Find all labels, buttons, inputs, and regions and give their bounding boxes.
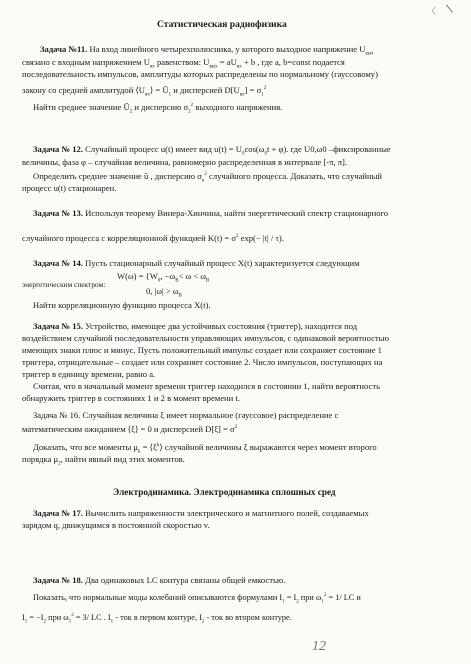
- problem-18-line-1: Задача № 18. Два одинаковых LC контура связаны общей емкостью.: [33, 575, 286, 585]
- problem-15-line-5: триггер в единицу времени, равно a.: [22, 369, 156, 379]
- problem-17-label: Задача № 17.: [33, 508, 83, 518]
- problem-16-label: Задача № 16.: [33, 410, 81, 420]
- problem-11-line-5: Найти среднее значение $Ū_2$ и дисперсию $\sigma_2^2$ выходного напряжения.: [33, 101, 283, 115]
- problem-18-line-3: $I_1 = -I_2$ при $\omega_1^2 = 3/$ LC . $I_1$ - ток в первом контуре, $I_2$ - ток во втором контуре.: [22, 612, 292, 625]
- problem-15-line-2: воздействием случайной последовательности управляющих импульсов, с одинаковой вероятностью: [22, 333, 390, 343]
- problem-11-line-4: закону со средней амплитудой $⟨U_{вх}⟩$ = $Ū_1$ и дисперсией $D[U_{вх}] = \sigma_1^2$: [22, 84, 267, 98]
- problem-15-label: Задача № 15.: [33, 321, 83, 331]
- problem-18-line-2: Показать, что нормальные моды колебаний описываются формулами $I_1 = I_2$ при $\omega_1^2 = 1/$ LC и: [33, 592, 361, 605]
- problem-14-spectrum-line-2: 0, $|\omega| > \omega_B$: [146, 286, 182, 299]
- problem-16-line-2: математическим ожиданием ⟨ξ⟩ = 0 и дисперсией $D[\xi] = \sigma^2$: [22, 423, 238, 434]
- problem-17-line-1: Задача № 17. Вычислить напряженности электрического и магнитного полей, создаваемых: [33, 508, 369, 518]
- problem-16-line-3: Доказать, что все моменты $\mu_k$ = $⟨\xi^k⟩$ случайной величины ξ выражаются через момент второго: [33, 441, 377, 455]
- problem-13-line-1: Задача № 13. Используя теорему Винера-Хинчина, найти энергетический спектр стационарного: [33, 208, 389, 218]
- problem-13-line-2: случайного процесса с корреляционной функцией $K(t) = \sigma^2$ exp(− |t| / τ).: [22, 232, 284, 243]
- problem-11-line-3: последовательность импульсов, амплитуды которых распределены по нормальному (гауссовому): [22, 69, 378, 79]
- problem-15-line-3: имеющих знаки плюс и минус. Пусть положительный импульс создает или сохраняет состояние 1: [22, 345, 382, 355]
- problem-12-line-1: Задача № 12. Случайный процесс u(t) имеет вид $u(t) = U_0\cos(\omega_0t + \varphi)$. где U0,ω0 –фиксированные: [33, 144, 391, 157]
- problem-16-line-4: порядка $\mu_2$, найти явный вид этих моментов.: [22, 454, 185, 467]
- problem-14-line-2: энергетическим спектром:: [22, 280, 106, 289]
- problem-11-line-1: Задача №11. На вход линейного четырехполюсника, у которого выходное напряжение $U_{вых}$: [40, 44, 374, 57]
- problem-15-line-7: обнаружить триггер в состояниях 1 и 2 в момент времени t.: [22, 393, 240, 403]
- corner-mark: \: [445, 1, 455, 18]
- problem-14-spectrum-line-1: $W(\omega) = \{W_0$, $-\omega_B< \omega < \omega_B$: [117, 271, 210, 284]
- problem-17-line-2: зарядом q, движущимся в постоянной скоростью v.: [22, 520, 210, 530]
- problem-13-label: Задача № 13.: [33, 208, 83, 218]
- problem-15-line-6: Считая, что в начальный момент времени триггер находился в состоянии 1, найти вероятность: [33, 381, 381, 391]
- problem-14-line-3: Найти корреляционную функцию процесса X(t).: [33, 300, 211, 310]
- problem-12-line-4: процесс u(t) стационарен.: [22, 183, 117, 193]
- problem-16-line-1: Задача № 16. Случайная величина ξ имеет нормальное (гауссовое) распределение с: [33, 410, 339, 420]
- problem-15-line-4: триггера, отрицательные – создает или сохраняет состояние 2. Число импульсов, поступающих на: [22, 357, 383, 367]
- page-title: Статистическая радиофизика: [157, 19, 287, 30]
- problem-18-label: Задача № 18.: [33, 575, 83, 585]
- corner-mark-2: 〈: [427, 6, 437, 16]
- page-number: 12: [312, 639, 326, 654]
- problem-15-line-1: Задача № 15. Устройство, имеющее два устойчивых состояния (триггер), находится под: [33, 321, 358, 331]
- problem-12-line-2: величины, фаза φ – случайная величина, равномерно распределенная в интервале [-π, π].: [22, 157, 348, 167]
- problem-12-line-3: Определить среднее значение ū , дисперсию $\sigma_u^2$ случайного процесса. Доказать, что случайный: [33, 170, 382, 184]
- problem-12-label: Задача № 12.: [33, 144, 83, 154]
- section-heading: Электродинамика. Электродинамика сплошных сред: [113, 487, 336, 497]
- problem-14-line-1: Задача № 14. Пусть стационарный случайный процесс X(t) характеризуется следующим: [33, 258, 360, 268]
- problem-11-label: Задача №11.: [40, 44, 88, 54]
- problem-14-label: Задача № 14.: [33, 258, 83, 268]
- problem-11-line-2: связано с входным напряжением $U_{вх}$ равенством: $U_{вых} = aU_{вх} + b$ , где a, b=const подается: [22, 57, 345, 70]
